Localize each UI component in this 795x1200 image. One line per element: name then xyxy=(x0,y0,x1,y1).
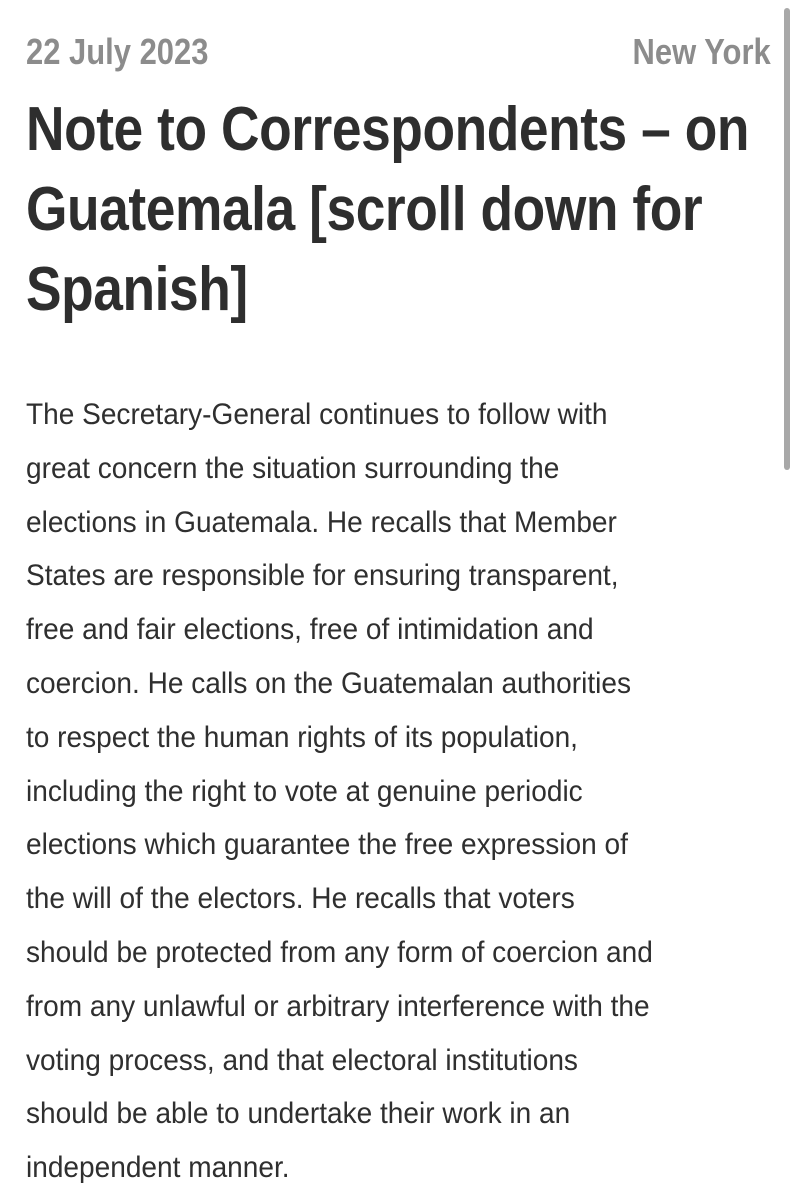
article-date: 22 July 2023 xyxy=(26,31,209,72)
scrollbar-thumb[interactable] xyxy=(784,8,790,470)
article-location: New York xyxy=(632,31,771,72)
vertical-scrollbar[interactable] xyxy=(779,0,795,1200)
article-body: The Secretary-General continues to follow with great concern the situation surrounding the elections in Guatemala. He recalls that Member States are responsible for ensuring transparent, free and fair elections, free of intimidation and coercion. He calls on the Guatemalan authorities to respect the human rights of its population, including the right to vote at genuine periodic elections which guarantee the free expression of the will of the electors. He recalls that voters should be protected from any form of coercion and from any unlawful or arbitrary interference with the voting process, and that electoral institutions should be able to undertake their work in an independent manner. xyxy=(26,398,653,1185)
article-meta xyxy=(26,30,771,74)
article-title: Note to Correspondents – on Guatemala [scroll down for Spanish] xyxy=(26,95,750,324)
